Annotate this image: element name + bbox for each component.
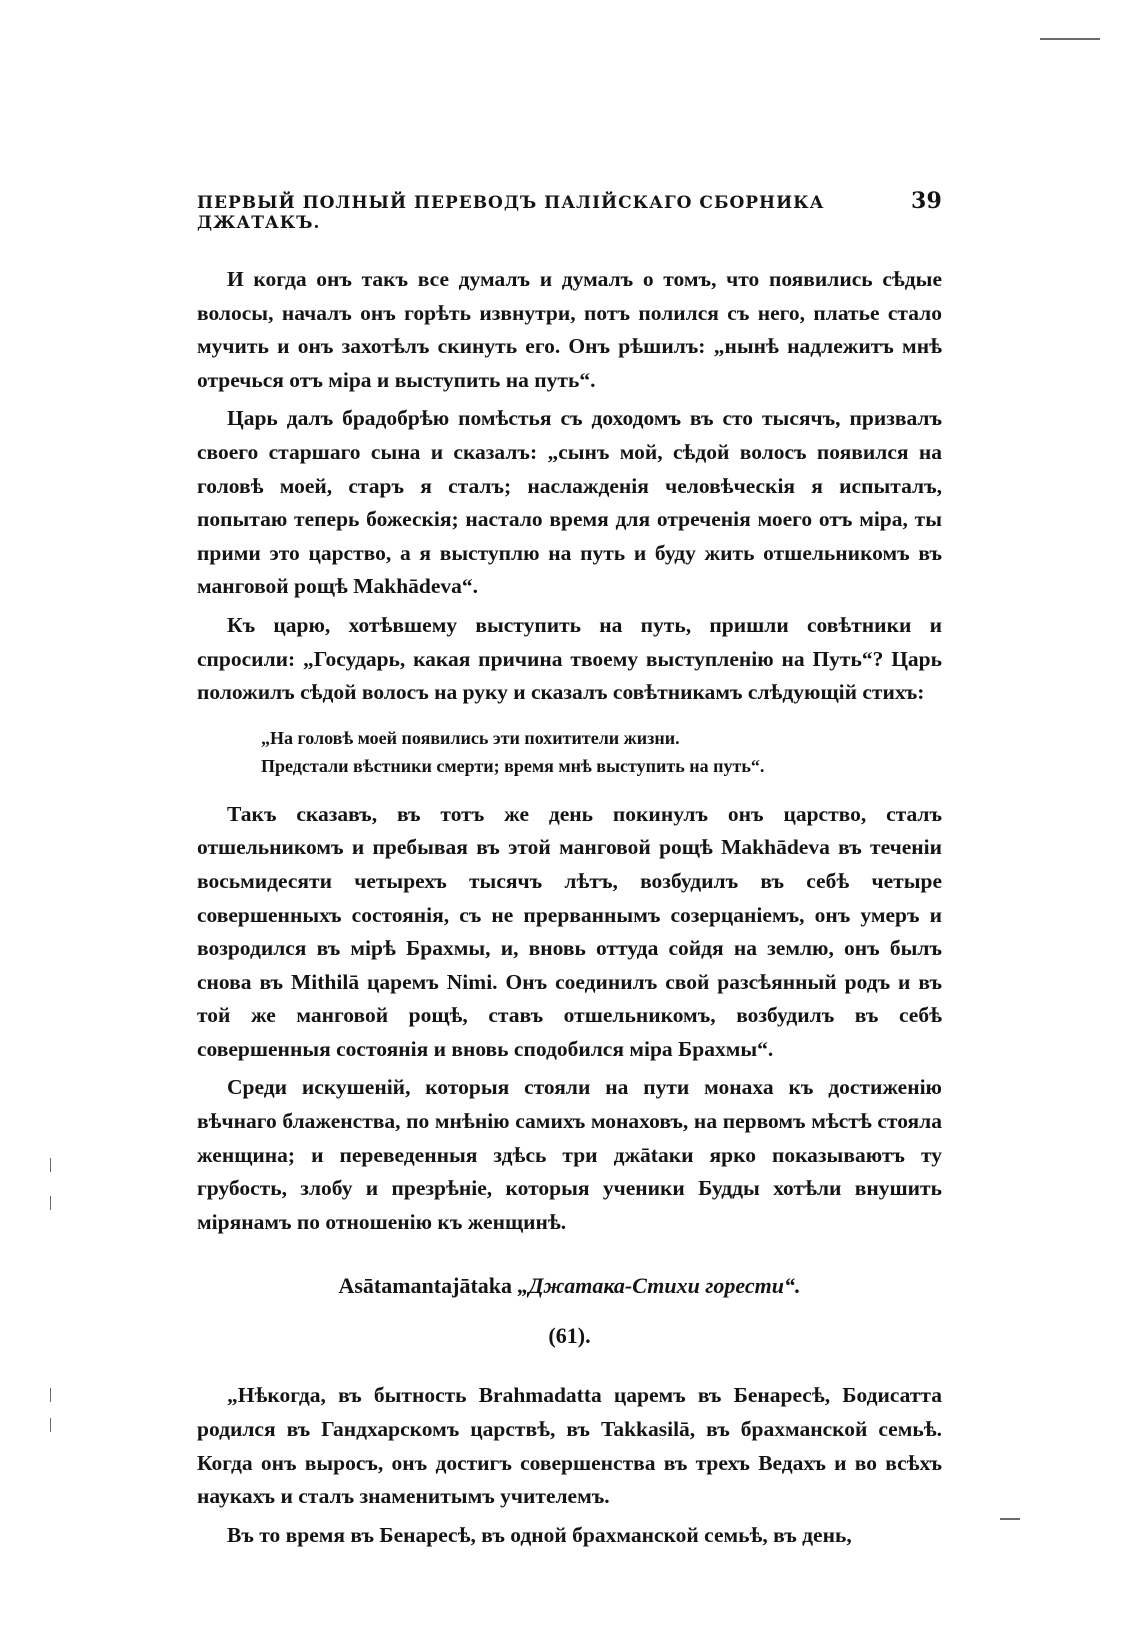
main-text-continued [197, 798, 942, 1240]
paragraph: Такъ сказавъ, въ тотъ же день покинулъ онъ царство, сталъ отшельникомъ и пребывая въ этой манговой рощѣ Makhādeva въ теченіи восьмидесяти четырехъ тысячъ лѣтъ, возбудилъ въ себѣ четыре совершенныхъ состоянія, съ не прерваннымъ созерцаніемъ, онъ умеръ и возродился въ мірѣ Брахмы, и, вновь оттуда сойдя на землю, онъ былъ снова въ Mithilā царемъ Nimi. Онъ соединилъ свой разсѣянный родъ и въ той же манговой рощѣ, ставъ отшельникомъ, возбудилъ въ себѣ совершенныя состоянія и вновь сподобился міра Брахмы“. [197, 801, 942, 1061]
running-head [197, 188, 942, 233]
paragraph: Среди искушеній, которыя стояли на пути монаха къ достиженію вѣчнаго блаженства, по мнѣнію самихъ монаховъ, на первомъ мѣстѣ стояла женщина; и переведенныя здѣсь три джātаки ярко показываютъ ту грубость, злобу и презрѣніе, которыя ученики Будды хотѣли внушить мірянамъ по отношенію къ женщинѣ. [197, 1075, 942, 1234]
paragraph: Къ царю, хотѣвшему выступить на путь, пришли совѣтники и спросили: „Государь, какая причина твоему выступленію на Путь“? Царь положилъ сѣдой волосъ на руку и сказалъ совѣтникамъ слѣдующій стихъ: [197, 612, 942, 705]
section-title [197, 1273, 942, 1299]
page-number: 39 [910, 188, 942, 214]
paragraph: Царь далъ брадобрѣю помѣстья съ доходомъ въ сто тысячъ, призвалъ своего старшаго сына и сказалъ: „сынъ мой, сѣдой волосъ появился на головѣ моей, старъ я сталъ; наслажденія человѣческія я испыталъ, попытаю теперь божескія; настало время для отреченія моего отъ міра, ты прими это царство, а я выступлю на путь и буду жить отшельникомъ въ манговой рощѣ Makhādeva“. [197, 406, 942, 599]
scan-margin-tick-2 [50, 1196, 51, 1210]
verse-line: Предстали вѣстники смерти; время мнѣ выступить на путь“. [261, 755, 765, 776]
verse-line: „На головѣ моей появились эти похитители жизни. [261, 727, 680, 748]
section-title-russian: „Джатака-Стихи горести“. [517, 1273, 801, 1299]
verse-quote [261, 724, 942, 780]
running-head-title: ПЕРВЫЙ ПОЛНЫЙ ПЕРЕВОДЪ ПАЛІЙСКАГО СБОРНИКА ДЖАТАКЪ. [197, 193, 825, 233]
paragraph: „Нѣкогда, въ бытность Brahmadatta царемъ въ Бенаресѣ, Бодисатта родился въ Гандхарскомъ царствѣ, въ Takkasilā, въ брахманской семьѣ. Когда онъ выросъ, онъ достигъ совершенства въ трехъ Ведахъ и во всѣхъ наукахъ и сталъ знаменитымъ учителемъ. [197, 1383, 942, 1509]
scan-margin-tick-1 [50, 1158, 51, 1172]
paragraph: Въ то время въ Бенаресѣ, въ одной брахманской семьѣ, въ день, [227, 1522, 852, 1547]
paragraph: И когда онъ такъ все думалъ и думалъ о томъ, что появились сѣдые волосы, началъ онъ горѣть извнутри, потъ полился съ него, платье стало мучить и онъ захотѣлъ скинуть его. Онъ рѣшилъ: „нынѣ надлежитъ мнѣ отречься отъ міра и выступить на путь“. [197, 267, 942, 392]
scan-edge-line-bottom [1000, 1518, 1020, 1520]
section-text [197, 1379, 942, 1552]
section-title-latin: Asātamantajātaka [338, 1273, 513, 1299]
scan-margin-tick-4 [50, 1418, 51, 1432]
book-page [197, 188, 942, 1557]
main-text [197, 263, 942, 710]
scan-margin-tick-3 [50, 1388, 51, 1402]
scan-edge-line-top [1040, 38, 1100, 40]
section-number: (61). [548, 1323, 591, 1349]
